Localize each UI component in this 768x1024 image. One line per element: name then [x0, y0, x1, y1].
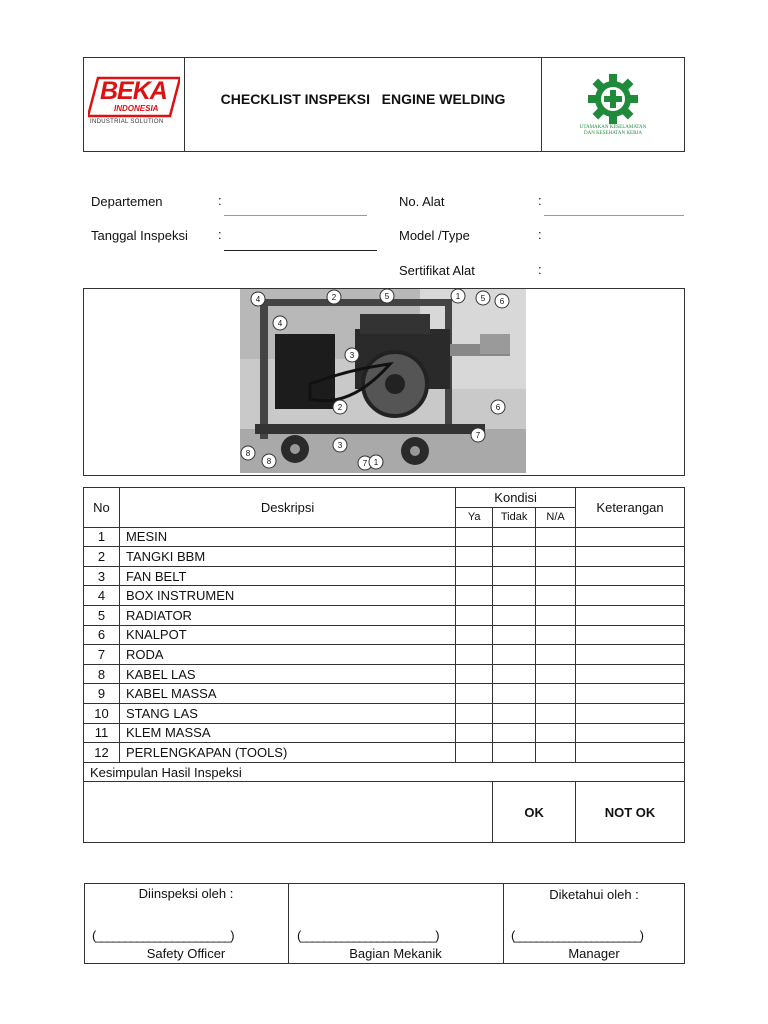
cell-ya[interactable] [456, 527, 493, 547]
no-alat-label: No. Alat [399, 194, 445, 209]
row-no: 8 [84, 664, 120, 684]
photo-callout: 2 [337, 403, 343, 412]
row-no: 6 [84, 625, 120, 645]
photo-callout: 1 [373, 458, 379, 467]
k3-caption-1: UTAMAKAN KESELAMATAN [579, 125, 647, 130]
photo-callout: 1 [455, 292, 461, 301]
diketahui-label: Diketahui oleh : [549, 887, 639, 902]
photo-callout: 2 [331, 293, 337, 302]
no-alat-field[interactable] [544, 215, 684, 216]
cell-na[interactable] [536, 527, 576, 547]
departemen-field[interactable] [224, 215, 367, 216]
cell-ya[interactable] [456, 566, 493, 586]
table-row [84, 586, 685, 606]
cell-na[interactable] [536, 723, 576, 743]
cell-keterangan[interactable] [576, 605, 685, 625]
cell-keterangan[interactable] [576, 586, 685, 606]
table-row [84, 723, 685, 743]
cell-tidak[interactable] [493, 743, 536, 763]
col-keterangan: Keterangan [576, 488, 685, 528]
photo-callout: 4 [255, 295, 261, 304]
engine-welding-photo [240, 289, 526, 473]
photo-callout: 3 [337, 441, 343, 450]
row-deskripsi: KNALPOT [119, 625, 455, 645]
departemen-label: Departemen [91, 194, 163, 209]
cell-keterangan[interactable] [576, 527, 685, 547]
sig-blank-2[interactable]: (_______________________) [297, 928, 439, 943]
checklist-table [83, 487, 685, 843]
row-no: 11 [84, 723, 120, 743]
cell-ya[interactable] [456, 645, 493, 665]
header-divider-right [541, 57, 542, 152]
cell-na[interactable] [536, 586, 576, 606]
ok-option[interactable]: OK [493, 782, 576, 843]
cell-na[interactable] [536, 547, 576, 567]
photo-callout: 8 [266, 457, 272, 466]
col-tidak: Tidak [493, 508, 536, 528]
row-no: 3 [84, 566, 120, 586]
row-no: 1 [84, 527, 120, 547]
cell-ya[interactable] [456, 723, 493, 743]
photo-callout: 7 [362, 459, 368, 468]
tanggal-colon: : [218, 227, 222, 242]
cell-tidak[interactable] [493, 566, 536, 586]
brand-sub: INDONESIA [114, 104, 159, 113]
photo-callout: 5 [384, 292, 390, 301]
col-na: N/A [536, 508, 576, 528]
row-deskripsi: FAN BELT [119, 566, 455, 586]
col-deskripsi: Deskripsi [119, 488, 455, 528]
cell-tidak[interactable] [493, 547, 536, 567]
row-no: 9 [84, 684, 120, 704]
brand-name: BEKA [100, 77, 167, 105]
cell-tidak[interactable] [493, 605, 536, 625]
cell-ya[interactable] [456, 703, 493, 723]
row-deskripsi: KLEM MASSA [119, 723, 455, 743]
row-deskripsi: STANG LAS [119, 703, 455, 723]
table-row [84, 743, 685, 763]
row-deskripsi: PERLENGKAPAN (TOOLS) [119, 743, 455, 763]
cell-na[interactable] [536, 664, 576, 684]
kesimpulan-label: Kesimpulan Hasil Inspeksi [84, 762, 685, 782]
row-deskripsi: BOX INSTRUMEN [119, 586, 455, 606]
tanggal-label: Tanggal Inspeksi [91, 228, 188, 243]
k3-caption-2: DAN KESEHATAN KERJA [584, 131, 642, 136]
kesimpulan-notes[interactable] [84, 782, 493, 843]
engine-welder-illustration [240, 289, 526, 473]
table-row [84, 684, 685, 704]
cell-na[interactable] [536, 605, 576, 625]
cell-ya[interactable] [456, 625, 493, 645]
cell-tidak[interactable] [493, 703, 536, 723]
gear-cross-icon [570, 74, 656, 124]
cell-keterangan[interactable] [576, 566, 685, 586]
cell-ya[interactable] [456, 547, 493, 567]
col-ya: Ya [456, 508, 493, 528]
photo-callout: 3 [349, 351, 355, 360]
table-row [84, 664, 685, 684]
row-no: 10 [84, 703, 120, 723]
row-deskripsi: RADIATOR [119, 605, 455, 625]
role-bagian-mekanik: Bagian Mekanik [349, 946, 442, 961]
row-no: 5 [84, 605, 120, 625]
row-deskripsi: RODA [119, 645, 455, 665]
cell-keterangan[interactable] [576, 547, 685, 567]
brand-tag: INDUSTRIAL SOLUTION [90, 119, 164, 125]
cell-keterangan[interactable] [576, 723, 685, 743]
cell-keterangan[interactable] [576, 645, 685, 665]
photo-callout: 8 [245, 449, 251, 458]
table-row [84, 645, 685, 665]
cell-na[interactable] [536, 566, 576, 586]
checklist-rows [84, 527, 685, 762]
not-ok-option[interactable]: NOT OK [576, 782, 685, 843]
cell-keterangan[interactable] [576, 743, 685, 763]
cell-ya[interactable] [456, 684, 493, 704]
cell-na[interactable] [536, 625, 576, 645]
sig-blank-3[interactable]: (_______________________) [511, 928, 643, 943]
cell-keterangan[interactable] [576, 625, 685, 645]
row-no: 7 [84, 645, 120, 665]
beka-logo [88, 76, 180, 126]
role-safety-officer: Safety Officer [146, 946, 226, 961]
cell-tidak[interactable] [493, 684, 536, 704]
cell-tidak[interactable] [493, 664, 536, 684]
cell-na[interactable] [536, 684, 576, 704]
row-no: 2 [84, 547, 120, 567]
departemen-colon: : [218, 193, 222, 208]
sertifikat-label: Sertifikat Alat [399, 263, 475, 278]
model-colon: : [538, 227, 542, 242]
photo-callout: 6 [499, 297, 505, 306]
row-deskripsi: TANGKI BBM [119, 547, 455, 567]
cell-keterangan[interactable] [576, 684, 685, 704]
photo-callout: 5 [480, 294, 486, 303]
col-kondisi: Kondisi [456, 488, 576, 508]
cell-keterangan[interactable] [576, 664, 685, 684]
k3-logo [570, 74, 656, 140]
cell-na[interactable] [536, 645, 576, 665]
no-alat-colon: : [538, 193, 542, 208]
cell-ya[interactable] [456, 586, 493, 606]
cell-na[interactable] [536, 743, 576, 763]
photo-callout: 7 [475, 431, 481, 440]
cell-ya[interactable] [456, 743, 493, 763]
cell-keterangan[interactable] [576, 703, 685, 723]
cell-tidak[interactable] [493, 586, 536, 606]
cell-tidak[interactable] [493, 645, 536, 665]
row-deskripsi: MESIN [119, 527, 455, 547]
photo-callout: 6 [495, 403, 501, 412]
table-row [84, 566, 685, 586]
table-row [84, 547, 685, 567]
table-row [84, 605, 685, 625]
table-row [84, 703, 685, 723]
table-row [84, 527, 685, 547]
cell-tidak[interactable] [493, 723, 536, 743]
cell-na[interactable] [536, 703, 576, 723]
cell-ya[interactable] [456, 664, 493, 684]
sig-blank-1[interactable]: (_______________________) [92, 928, 234, 943]
sertifikat-colon: : [538, 262, 542, 277]
row-deskripsi: KABEL LAS [119, 664, 455, 684]
diinspeksi-label: Diinspeksi oleh : [138, 886, 234, 901]
cell-tidak[interactable] [493, 625, 536, 645]
photo-callout: 4 [277, 319, 283, 328]
row-no: 12 [84, 743, 120, 763]
page-title: CHECKLIST INSPEKSI ENGINE WELDING [220, 91, 506, 107]
cell-tidak[interactable] [493, 527, 536, 547]
col-no: No [84, 488, 120, 528]
role-manager: Manager [568, 946, 620, 961]
row-deskripsi: KABEL MASSA [119, 684, 455, 704]
cell-ya[interactable] [456, 605, 493, 625]
model-label: Model /Type [399, 228, 470, 243]
table-row [84, 625, 685, 645]
row-no: 4 [84, 586, 120, 606]
tanggal-field[interactable] [224, 250, 377, 251]
